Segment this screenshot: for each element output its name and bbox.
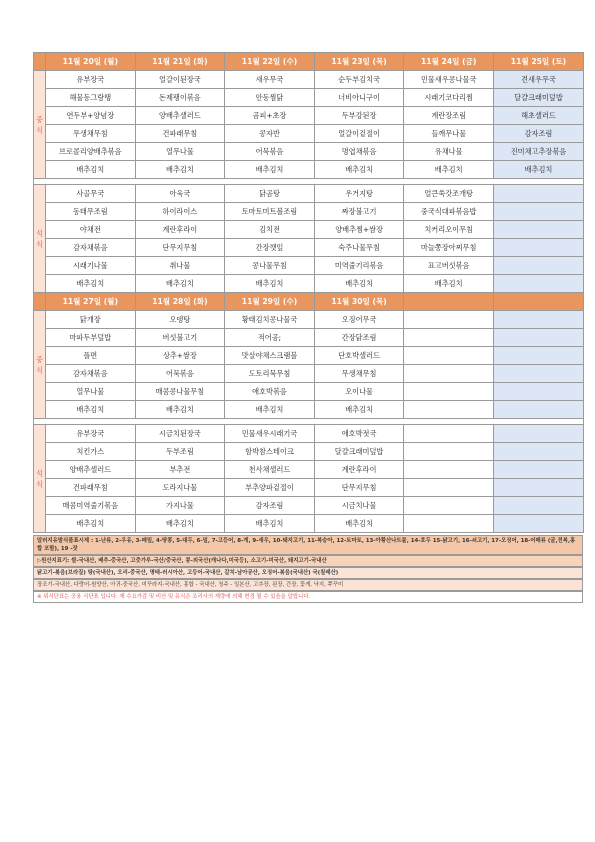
menu-cell: 계란후라이 xyxy=(135,221,225,239)
menu-cell: 야채전 xyxy=(46,221,136,239)
menu-cell: 순두부김치국 xyxy=(314,71,404,89)
menu-cell: 열무나물 xyxy=(46,383,136,401)
menu-cell: 토마토미트볼조림 xyxy=(225,203,315,221)
menu-cell: 배추김치 xyxy=(135,275,225,293)
menu-cell: 해초샐러드 xyxy=(493,107,583,125)
menu-cell: 민물새우콩나물국 xyxy=(404,71,494,89)
menu-cell xyxy=(404,425,494,443)
menu-cell xyxy=(404,383,494,401)
dinner-row xyxy=(34,257,584,275)
menu-cell: 견새우무국 xyxy=(493,71,583,89)
menu-cell: 콩자반 xyxy=(225,125,315,143)
day-header: 11월 28일 (화) xyxy=(135,293,225,311)
menu-cell xyxy=(493,185,583,203)
menu-cell: 부추전 xyxy=(135,461,225,479)
menu-cell: 얼갈이겉절이 xyxy=(314,125,404,143)
menu-cell xyxy=(493,443,583,461)
lunch-row xyxy=(34,89,584,107)
menu-cell xyxy=(493,329,583,347)
menu-cell xyxy=(493,347,583,365)
dinner-row xyxy=(34,221,584,239)
dinner-row xyxy=(34,185,584,203)
menu-cell: 간장닭조림 xyxy=(314,329,404,347)
menu-cell: 애호박볶음 xyxy=(225,383,315,401)
lunch-label-char: 중 xyxy=(36,114,43,124)
menu-cell: 아욱국 xyxy=(135,185,225,203)
weekly-menu-table xyxy=(33,52,584,533)
menu-cell xyxy=(404,329,494,347)
menu-cell: 콩나물무침 xyxy=(225,257,315,275)
menu-cell: 시래기나물 xyxy=(46,257,136,275)
menu-cell: 달걀크래미덮밥 xyxy=(314,443,404,461)
menu-cell: 배추김치 xyxy=(404,161,494,179)
menu-cell: 브로콜리양배추볶음 xyxy=(46,143,136,161)
day-header: 11월 22일 (수) xyxy=(225,53,315,71)
menu-cell xyxy=(404,479,494,497)
menu-cell xyxy=(493,515,583,533)
menu-cell: 유부장국 xyxy=(46,71,136,89)
menu-cell: 동태무조림 xyxy=(46,203,136,221)
dinner-row xyxy=(34,479,584,497)
menu-cell: 배추김치 xyxy=(404,275,494,293)
menu-cell: 새우무국 xyxy=(225,71,315,89)
menu-cell: 시금치나물 xyxy=(314,497,404,515)
menu-cell: 맛살야채스크램블 xyxy=(225,347,315,365)
menu-cell: 단무지무침 xyxy=(135,239,225,257)
menu-cell xyxy=(404,515,494,533)
menu-cell: 건파래무침 xyxy=(135,125,225,143)
warning-note: ※ 위식단표는 공용 식단표 입니다. 재 수요가감 및 비산 및 유식은 조리사의 재량에 의해 변경 될 수 있음을 알립니다. xyxy=(33,591,583,603)
menu-cell: 매콤미역줄기볶음 xyxy=(46,497,136,515)
day-header: 11월 21일 (화) xyxy=(135,53,225,71)
day-header: 11월 20일 (월) xyxy=(46,53,136,71)
menu-cell: 열무나물 xyxy=(135,143,225,161)
header-row xyxy=(34,293,584,311)
menu-cell: 건파래무침 xyxy=(46,479,136,497)
menu-cell: 무생채무침 xyxy=(314,365,404,383)
menu-cell: 배추김치 xyxy=(314,515,404,533)
menu-cell: 버섯불고기 xyxy=(135,329,225,347)
day-header: 11월 30일 (목) xyxy=(314,293,404,311)
menu-cell: 닭개장 xyxy=(46,311,136,329)
lunch-row xyxy=(34,311,584,329)
lunch-label xyxy=(34,71,46,179)
menu-cell: 매콤콩나물무침 xyxy=(135,383,225,401)
menu-cell: 어묵볶음 xyxy=(135,365,225,383)
menu-cell: 양배추찜+쌈장 xyxy=(314,221,404,239)
menu-cell xyxy=(493,203,583,221)
menu-cell: 마파두부덮밥 xyxy=(46,329,136,347)
menu-cell xyxy=(493,239,583,257)
menu-cell: 얼큰쑥갓조개탕 xyxy=(404,185,494,203)
dinner-row xyxy=(34,497,584,515)
menu-cell: 애호박젓국 xyxy=(314,425,404,443)
menu-cell: 미역줄기리볶음 xyxy=(314,257,404,275)
menu-cell: 안동찜닭 xyxy=(225,89,315,107)
lunch-row xyxy=(34,383,584,401)
menu-cell: 플면 xyxy=(46,347,136,365)
lunch-row xyxy=(34,125,584,143)
menu-cell: 명엽채볶음 xyxy=(314,143,404,161)
menu-cell: 단호박샐러드 xyxy=(314,347,404,365)
menu-cell: 중국식대파볶음밥 xyxy=(404,203,494,221)
menu-cell: 배추김치 xyxy=(46,401,136,419)
menu-cell xyxy=(493,497,583,515)
dinner-row xyxy=(34,461,584,479)
lunch-row xyxy=(34,365,584,383)
menu-cell: 감자조림 xyxy=(225,497,315,515)
menu-cell xyxy=(493,275,583,293)
menu-cell: 두부강된장 xyxy=(314,107,404,125)
menu-cell: 민물새우시래기국 xyxy=(225,425,315,443)
menu-cell: 시래기코다리찜 xyxy=(404,89,494,107)
menu-cell: 사골무국 xyxy=(46,185,136,203)
dinner-row xyxy=(34,239,584,257)
menu-cell: 짜장불고기 xyxy=(314,203,404,221)
menu-cell: 도라지나물 xyxy=(135,479,225,497)
allergy-note: 알러지유발식품표시제 : 1-난류, 2-우유, 3-메밀, 4-땅콩, 5-대두, 6-밀, 7-고등어, 8-게, 9-새우, 10-돼지고기, 11-복숭아, 12-토마토, 13-아황산나트륨, 14-호두 15-닭고기, 16-쇠고기, 17-오징어, 18-어패류 (굴,전복,홍합 포함), 19 -잣 xyxy=(33,535,583,555)
menu-cell: 함박참스테이크 xyxy=(225,443,315,461)
menu-cell: 돈제팽이볶음 xyxy=(135,89,225,107)
menu-cell: 배추김치 xyxy=(225,515,315,533)
dinner-label-char: 석 xyxy=(36,468,43,478)
menu-cell xyxy=(493,257,583,275)
menu-cell: 연두부+양념장 xyxy=(46,107,136,125)
menu-cell xyxy=(404,311,494,329)
day-header: 11월 25일 (토) xyxy=(493,53,583,71)
dinner-label xyxy=(34,185,46,293)
menu-cell: 오징어무국 xyxy=(314,311,404,329)
menu-cell: 감자채볶음 xyxy=(46,365,136,383)
origin-note-1: ▷원산지표기: 쌀-국내산, 배추-중국산, 고춧가루-국산/중국산, 콩-외국산(캐나다,미국등), 소고기-미국산, 돼지고기-국내산 xyxy=(33,555,583,567)
menu-cell xyxy=(404,461,494,479)
menu-cell xyxy=(404,497,494,515)
dinner-label xyxy=(34,425,46,533)
menu-cell: 치커리오이무침 xyxy=(404,221,494,239)
menu-cell: 너비아니구이 xyxy=(314,89,404,107)
menu-cell: 들깨무나물 xyxy=(404,125,494,143)
menu-cell: 오뎅탕 xyxy=(135,311,225,329)
menu-cell: 무생채무침 xyxy=(46,125,136,143)
menu-cell: 어묵볶음 xyxy=(225,143,315,161)
menu-cell: 적어공; xyxy=(225,329,315,347)
menu-cell: 배추김치 xyxy=(46,161,136,179)
header-row xyxy=(34,53,584,71)
notes-section xyxy=(33,535,583,603)
origin-note-3: 장조기-국내산, 다랑어-원양산, 아귀-중국산, 미꾸라지-국내산, 홍합 - 국내산, 청주 - 일본산, 고추장, 된장, 간장, 꽃게, 낙지, 쭈꾸미 xyxy=(33,579,583,591)
menu-cell: 숙주나물무침 xyxy=(314,239,404,257)
menu-cell: 계란장조림 xyxy=(404,107,494,125)
menu-cell: 단무지무침 xyxy=(314,479,404,497)
dinner-row xyxy=(34,275,584,293)
origin-note-2: 닭고기-볶음(브라질) 탕(국내산), 오리-중국산, 명태-러시아산, 고등어-국내산, 갈치-남아공산, 오징어-볶음(국내산) 국(칠레산) xyxy=(33,567,583,579)
menu-cell xyxy=(493,401,583,419)
menu-cell: 양배추샐러드 xyxy=(46,461,136,479)
day-header: 11월 29일 (수) xyxy=(225,293,315,311)
menu-cell: 두부조림 xyxy=(135,443,225,461)
menu-cell xyxy=(404,443,494,461)
day-header: 11월 27일 (월) xyxy=(46,293,136,311)
menu-cell: 곰피+초장 xyxy=(225,107,315,125)
menu-cell: 계란후라이 xyxy=(314,461,404,479)
lunch-row xyxy=(34,161,584,179)
lunch-row xyxy=(34,401,584,419)
menu-cell: 하이라이스 xyxy=(135,203,225,221)
menu-cell: 감자채볶음 xyxy=(46,239,136,257)
menu-cell: 배추김치 xyxy=(493,161,583,179)
menu-cell: 시금치된장국 xyxy=(135,425,225,443)
lunch-label-char: 식 xyxy=(36,365,43,375)
menu-cell: 간장깻잎 xyxy=(225,239,315,257)
dinner-label-char: 식 xyxy=(36,239,43,249)
menu-cell xyxy=(493,461,583,479)
lunch-row xyxy=(34,143,584,161)
lunch-label xyxy=(34,311,46,419)
menu-cell xyxy=(404,365,494,383)
menu-cell xyxy=(493,221,583,239)
dinner-row xyxy=(34,203,584,221)
menu-cell: 배추김치 xyxy=(46,275,136,293)
dinner-label-char: 석 xyxy=(36,228,43,238)
lunch-label-char: 식 xyxy=(36,125,43,135)
menu-cell: 표고버섯볶음 xyxy=(404,257,494,275)
lunch-row xyxy=(34,71,584,89)
menu-cell xyxy=(493,365,583,383)
day-header xyxy=(404,293,494,311)
day-header: 11월 23일 (목) xyxy=(314,53,404,71)
menu-cell: 황태김치콩나물국 xyxy=(225,311,315,329)
menu-cell: 감자조림 xyxy=(493,125,583,143)
menu-cell: 배추김치 xyxy=(135,401,225,419)
header-corner xyxy=(34,53,46,71)
menu-cell: 얼갈이된장국 xyxy=(135,71,225,89)
day-header xyxy=(493,293,583,311)
menu-cell: 마늘쫑장아찌무침 xyxy=(404,239,494,257)
menu-cell: 배추김치 xyxy=(135,161,225,179)
menu-cell: 부추양파겉절이 xyxy=(225,479,315,497)
header-corner xyxy=(34,293,46,311)
lunch-row xyxy=(34,347,584,365)
dinner-row xyxy=(34,443,584,461)
menu-cell: 해물동그랑땡 xyxy=(46,89,136,107)
menu-cell: 천사채샐러드 xyxy=(225,461,315,479)
menu-sheet xyxy=(33,52,583,533)
menu-cell xyxy=(404,347,494,365)
menu-cell xyxy=(493,425,583,443)
lunch-row xyxy=(34,107,584,125)
menu-cell: 도토리묵무침 xyxy=(225,365,315,383)
menu-cell: 배추김치 xyxy=(135,515,225,533)
menu-cell: 진미채고추장볶음 xyxy=(493,143,583,161)
menu-cell: 닭곰탕 xyxy=(225,185,315,203)
menu-cell: 배추김치 xyxy=(225,401,315,419)
menu-cell: 배추김치 xyxy=(225,161,315,179)
day-header: 11월 24일 (금) xyxy=(404,53,494,71)
menu-cell: 치킨가스 xyxy=(46,443,136,461)
lunch-label-char: 중 xyxy=(36,354,43,364)
menu-cell: 배추김치 xyxy=(314,401,404,419)
menu-cell: 상추+쌈장 xyxy=(135,347,225,365)
menu-cell: 유채나물 xyxy=(404,143,494,161)
menu-cell xyxy=(493,383,583,401)
menu-cell: 오이나물 xyxy=(314,383,404,401)
menu-cell: 김치전 xyxy=(225,221,315,239)
menu-cell: 배추김치 xyxy=(314,275,404,293)
menu-cell: 달걀크래미덮밥 xyxy=(493,89,583,107)
menu-cell: 배추김치 xyxy=(314,161,404,179)
menu-cell: 배추김치 xyxy=(46,515,136,533)
lunch-row xyxy=(34,329,584,347)
dinner-label-char: 식 xyxy=(36,479,43,489)
menu-cell xyxy=(493,479,583,497)
menu-cell: 양배추샐러드 xyxy=(135,107,225,125)
menu-cell: 배추김치 xyxy=(225,275,315,293)
menu-cell: 우거지탕 xyxy=(314,185,404,203)
menu-cell: 유부장국 xyxy=(46,425,136,443)
dinner-row xyxy=(34,425,584,443)
menu-cell: 가지나물 xyxy=(135,497,225,515)
menu-cell: 취나물 xyxy=(135,257,225,275)
dinner-row xyxy=(34,515,584,533)
menu-cell xyxy=(493,311,583,329)
menu-cell xyxy=(404,401,494,419)
